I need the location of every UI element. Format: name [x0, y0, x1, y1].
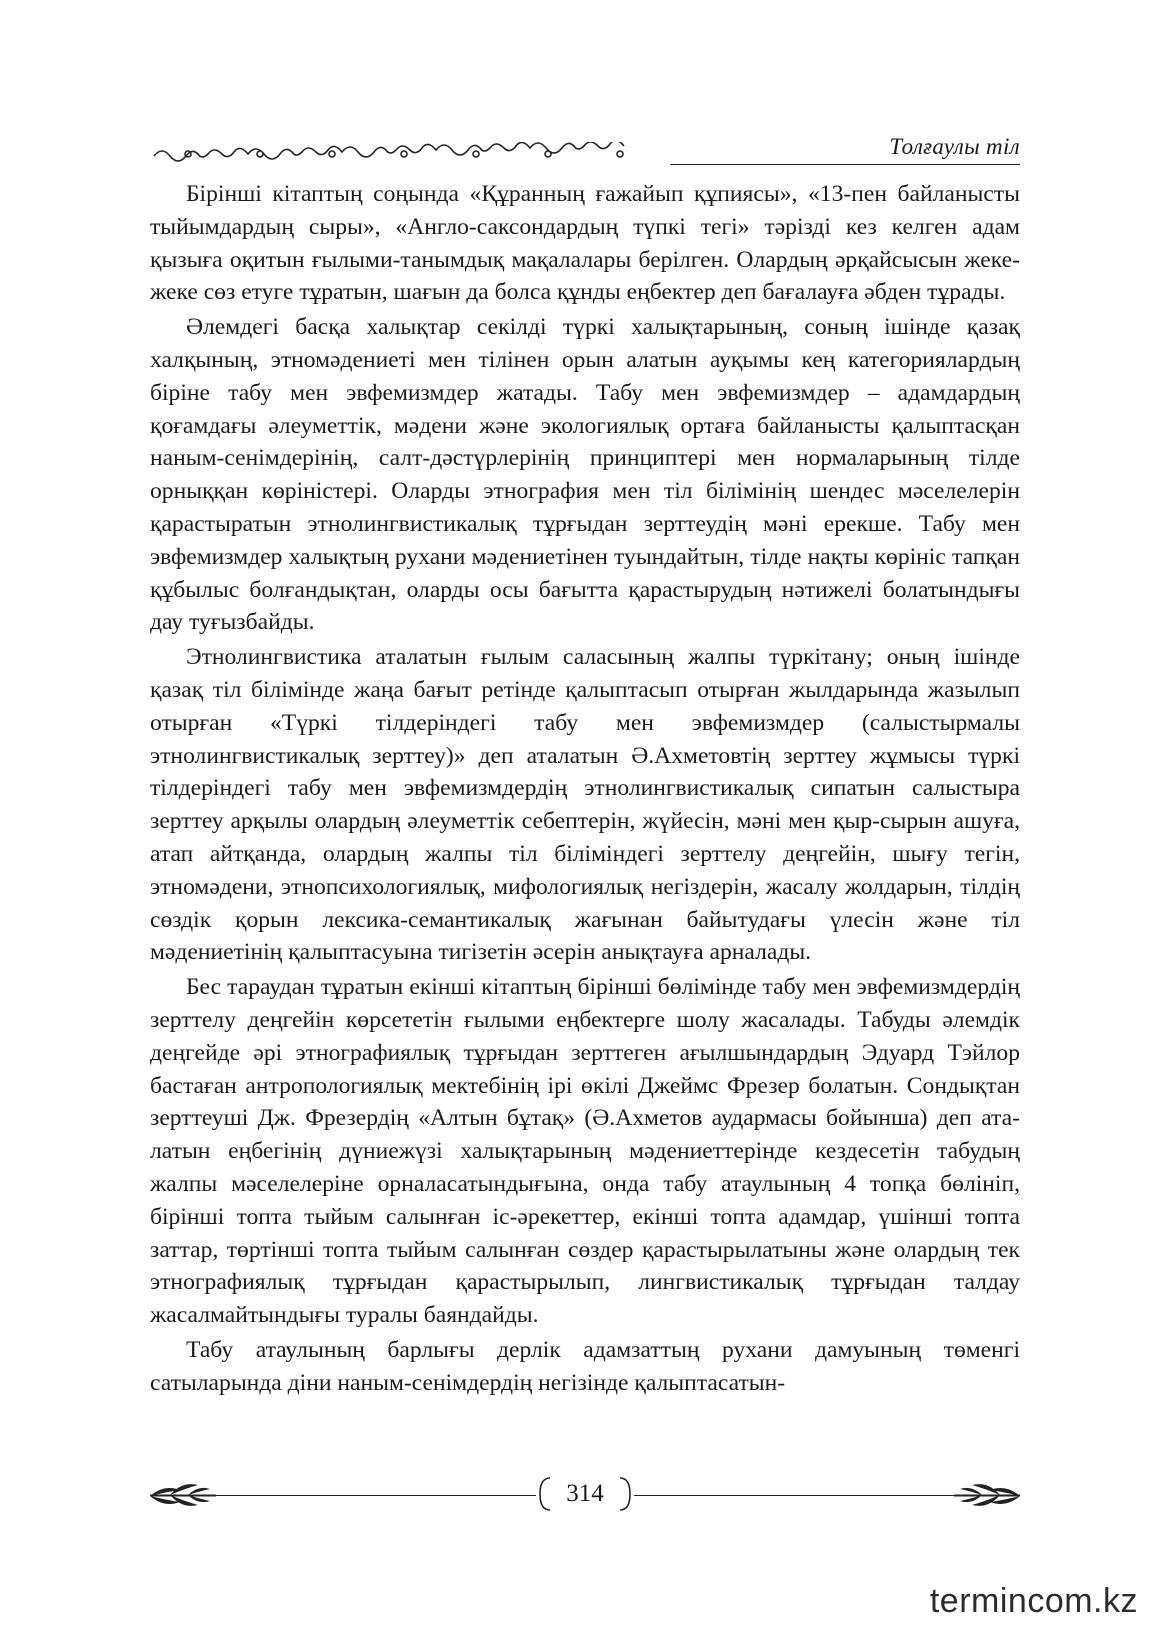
header-rule — [670, 164, 1020, 165]
page-number — [536, 1476, 634, 1512]
paragraph: Этнолингвистика аталатын ғылым саласының жалпы түркітану; оның ішінде қазақ тіл білімінде жаңа бағыт ретінде қалыптасып отырған жылдарында жазылып отырған «Түркі тілдеріндегі табу мен эвфемизмдер (салыстырмалы этнолингвистикалық зерттеу)» деп аталатын Ә.Ахметовтің зерттеу жұмысы түркі тілдеріндегі табу мен эвфемизмдердің этнолингвистикалық сипатын салыстыра зерттеу арқылы олардың әлеуметтік себептерін, жүйесін, мәні мен қыр-сырын ашуға, атап айтқанда, олардың жалпы тіл біліміндегі зерттелу деңгейін, шығу тегін, этномәдени, этнопсихологиялық, мифологиялық негіздерін, жасалу жолдарын, тілдің сөздік қорын лексика-семантикалық жағынан байытудағы үлесін және тіл мәдениетінің қалыптасуына тигізетін әсерін анықтауға арналады. — [150, 644, 1020, 966]
decorative-ornament — [150, 142, 670, 166]
paragraph: Әлемдегі басқа халықтар секілді түркі халықтарының, соның ішінде қазақ халқының, этномәдениеті мен тілінен орын алатын ауқымы кең категориялардың біріне табу мен эвфемизмдер жатады. Табу мен эвфемизмдер – адамдардың қоғамдағы әлеуметтік, мәдени және экологиялық ортаға байланысты қалыптасқан наным-сенімдерінің, салт-дәстүрлерінің принциптері мен нормаларының тілде орныққан көріністері. Оларды этнография мен тіл білімінің шендес мәселелерін қарастыратын этнолингвистикалық тұрғыдан зерттеудің мәні ерекше. Табу мен эвфемизмдер халықтың рухани мәдениетінен туындайтын, тілде нақты көрініс тапқан құбылыс болғандықтан, оларды осы бағытта қарастырудың нәтижелі болатындығы дау туғызбайды. — [150, 314, 1020, 636]
footer-rule-right — [634, 1495, 962, 1496]
paragraph: Бірінші кітаптың соңында «Құранның ғажайып құпиясы», «13-пен байланысты тыйымдардың сыры», «Англо-саксондардың түпкі тегі» тәрізді кез келген адам қызыға оқитын ғылыми-танымдық мақалалары берілген. Олардың әрқайсысын жеке-жеке сөз етуге тұратын, шағын да болса құнды еңбектер деп бағалауға әбден тұрады. — [150, 181, 1020, 306]
body-text — [150, 178, 1020, 1401]
watermark: termincom.kz — [929, 1582, 1138, 1620]
page-number-text: 314 — [566, 1480, 604, 1507]
leaf-ornament-icon — [952, 1478, 1022, 1512]
page-footer — [148, 1476, 1022, 1516]
page-header — [150, 128, 1020, 172]
running-title: Толғаулы тіл — [889, 134, 1020, 159]
paragraph: Табу атаулының барлығы дерлік адамзаттың рухани дамуының төменгі сатыларында діни наным-сенімдердің негізінде қалыптасатын- — [150, 1336, 1020, 1396]
paragraph: Бес тараудан тұратын екінші кітаптың бірінші бөлімінде табу мен эвфемизмдердің зерттелу деңгейін көрсететін ғылыми еңбектерге шолу жасалады. Табуды әлемдік деңгейде әрі этнографиялық тұрғыдан зерттеген ағылшындардың Эдуард Тэйлор бастаған антропологиялық мектебінің ірі өкілі Джеймс Фрезер болатын. Сондықтан зерттеуші Дж. Фрезердің «Алтын бұтақ» (Ә.Ахметов аудармасы бойынша) деп аталатын еңбегінің дүниежүзі халықтарының мәдениеттерінде кездесетін табудың жалпы мәселелеріне орналасатындығына, онда табу атаулының 4 топқа бөлініп, бірінші топта тыйым салынған іс-әрекеттер, екінші топта адамдар, үшінші топта заттар, төртінші топта тыйым салынған сөздер қарастырылатыны және олардың тек этнографиялық тұрғыдан қарастырылып, лингвистикалық тұрғыдан талдау жасалмайтындығы туралы баяндайды. — [150, 974, 1020, 1329]
footer-rule-left — [208, 1495, 536, 1496]
